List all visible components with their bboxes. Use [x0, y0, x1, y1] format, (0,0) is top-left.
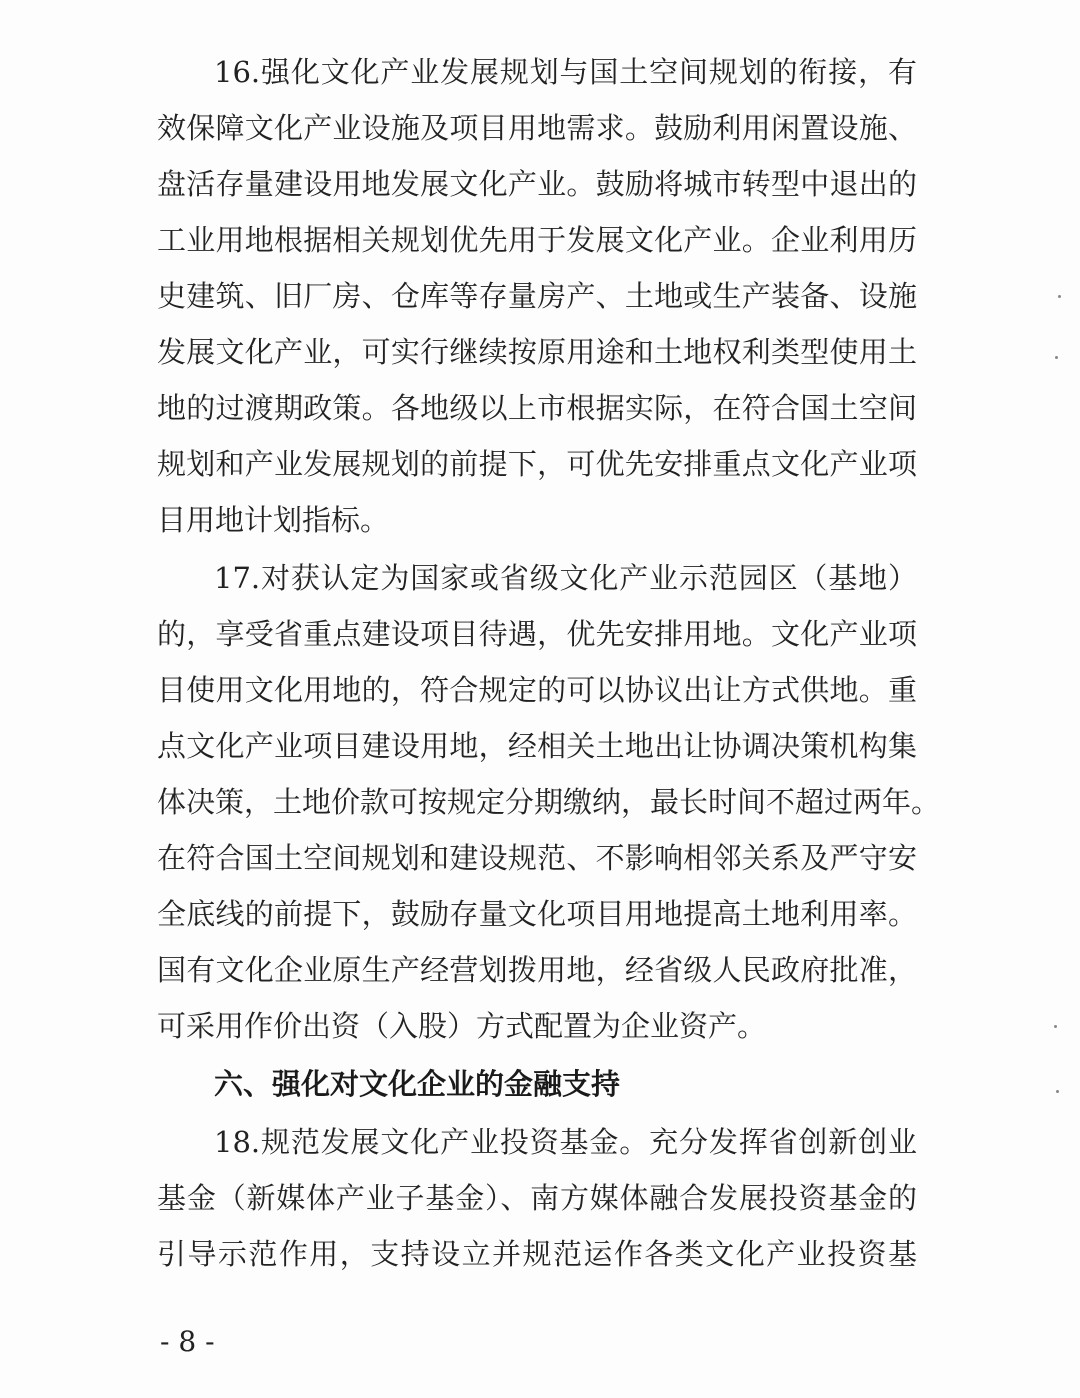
paragraph-17-line-1: 17.对获认定为国家或省级文化产业示范园区（基地）: [214, 561, 917, 595]
paragraph-17-line-7: 全底线的前提下，鼓励存量文化项目用地提高土地利用率。: [157, 897, 917, 931]
paragraph-17-line-5: 体决策，土地价款可按规定分期缴纳，最长时间不超过两年。: [157, 785, 941, 819]
paragraph-16-line-2: 效保障文化产业设施及项目用地需求。鼓励利用闲置设施、: [157, 111, 917, 145]
scan-speck: [1058, 295, 1061, 298]
paragraph-18-line-3: 引导示范作用，支持设立并规范运作各类文化产业投资基: [157, 1237, 917, 1271]
paragraph-17-line-9: 可采用作价出资（入股）方式配置为企业资产。: [157, 1009, 767, 1043]
scan-speck: [1055, 356, 1058, 359]
paragraph-16-line-9: 目用地计划指标。: [157, 503, 390, 537]
section-heading: 六、强化对文化企业的金融支持: [214, 1067, 621, 1101]
paragraph-17-line-8: 国有文化企业原生产经营划拨用地，经省级人民政府批准，: [157, 953, 917, 987]
paragraph-16-line-1: 16.强化文化产业发展规划与国土空间规划的衔接，有: [214, 55, 917, 89]
paragraph-18-line-1: 18.规范发展文化产业投资基金。充分发挥省创新创业: [214, 1125, 917, 1159]
paragraph-16-line-3: 盘活存量建设用地发展文化产业。鼓励将城市转型中退出的: [157, 167, 917, 201]
paragraph-18-line-2: 基金（新媒体产业子基金）、南方媒体融合发展投资基金的: [157, 1181, 917, 1215]
paragraph-17-line-4: 点文化产业项目建设用地，经相关土地出让协调决策机构集: [157, 729, 917, 763]
paragraph-17-line-6: 在符合国土空间规划和建设规范、不影响相邻关系及严守安: [157, 841, 917, 875]
paragraph-17-line-2: 的，享受省重点建设项目待遇，优先安排用地。文化产业项: [157, 617, 917, 651]
paragraph-16-line-8: 规划和产业发展规划的前提下，可优先安排重点文化产业项: [157, 447, 917, 481]
paragraph-16-line-5: 史建筑、旧厂房、仓库等存量房产、土地或生产装备、设施: [157, 279, 917, 313]
scan-speck: [1056, 1090, 1059, 1093]
paragraph-16-line-4: 工业用地根据相关规划优先用于发展文化产业。企业利用历: [157, 223, 917, 257]
paragraph-16-line-6: 发展文化产业，可实行继续按原用途和土地权利类型使用土: [157, 335, 917, 369]
scan-speck: [1054, 1025, 1057, 1028]
page-number: - 8 -: [160, 1325, 215, 1358]
paragraph-16-line-7: 地的过渡期政策。各地级以上市根据实际，在符合国土空间: [157, 391, 917, 425]
paragraph-17-line-3: 目使用文化用地的，符合规定的可以协议出让方式供地。重: [157, 673, 917, 707]
